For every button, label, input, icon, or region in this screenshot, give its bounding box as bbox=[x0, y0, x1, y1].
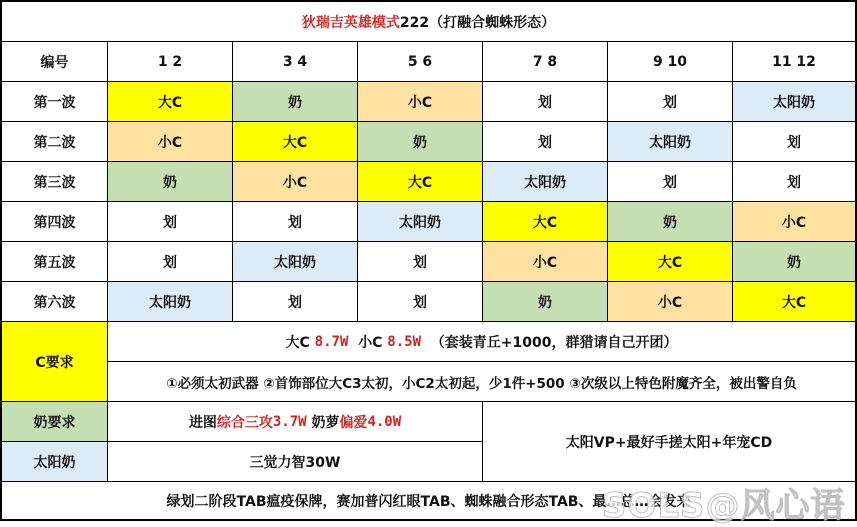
small-c-label: 小C bbox=[358, 334, 383, 351]
wave-label: 第四波 bbox=[2, 202, 108, 242]
wave-cell: 大C bbox=[483, 202, 608, 242]
wave-cell: 划 bbox=[483, 82, 608, 122]
c-requirements-note: （套装青丘+1000，群猎请自己开团） bbox=[430, 334, 678, 351]
wave-cell: 小C bbox=[483, 242, 608, 282]
nai-val1: 3.7W bbox=[272, 413, 307, 430]
wave-label: 第五波 bbox=[2, 242, 108, 282]
wave-label: 第三波 bbox=[2, 162, 108, 202]
wave-cell: 划 bbox=[733, 122, 855, 162]
c-requirements-label: C要求 bbox=[2, 322, 108, 402]
wave-cell: 划 bbox=[483, 122, 608, 162]
footer-note: 绿划二阶段TAB瘟疫保牌，赛加普闪红眼TAB、蜘蛛融合形态TAB、最…总…会发来 bbox=[166, 493, 691, 510]
nai-mid: 奶萝 bbox=[311, 414, 340, 431]
c-requirements-line2: ①必须太初武器 ②首饰部位大C3太初，小C2太初起，少1件+500 ③次级以上特色附魔齐全，被出警自负 bbox=[108, 362, 855, 402]
nai-val2: 4.0W bbox=[367, 413, 402, 430]
watermark: SOLS@风心语 bbox=[602, 486, 846, 526]
nai-prefix: 进图 bbox=[188, 414, 217, 431]
wave-cell: 太阳奶 bbox=[233, 242, 358, 282]
small-c-value: 8.5W bbox=[387, 333, 422, 350]
wave-cell: 大C bbox=[233, 122, 358, 162]
wave-cell: 奶 bbox=[358, 122, 483, 162]
wave-cell: 太阳奶 bbox=[733, 82, 855, 122]
right-note: 太阳VP+最好手搓太阳+年宠CD bbox=[483, 402, 855, 482]
wave-cell: 奶 bbox=[733, 242, 855, 282]
c-requirements-line1 bbox=[108, 322, 855, 362]
wave-cell: 划 bbox=[733, 162, 855, 202]
header-col-1: 1 2 bbox=[108, 42, 233, 82]
big-c-label: 大C bbox=[285, 334, 310, 351]
sun-nai-label: 太阳奶 bbox=[2, 442, 108, 482]
wave-cell: 太阳奶 bbox=[108, 282, 233, 322]
wave-cell: 划 bbox=[108, 242, 233, 282]
wave-cell: 小C bbox=[358, 82, 483, 122]
title-red-part: 狄瑞吉英雄模式 bbox=[301, 14, 400, 31]
wave-cell: 奶 bbox=[483, 282, 608, 322]
header-col-2: 3 4 bbox=[233, 42, 358, 82]
wave-cell: 小C bbox=[608, 282, 733, 322]
wave-cell: 大C bbox=[358, 162, 483, 202]
header-col-6: 11 12 bbox=[733, 42, 855, 82]
wave-cell: 划 bbox=[358, 242, 483, 282]
header-col-5: 9 10 bbox=[608, 42, 733, 82]
header-col-3: 5 6 bbox=[358, 42, 483, 82]
wave-cell: 太阳奶 bbox=[483, 162, 608, 202]
wave-cell: 大C bbox=[108, 82, 233, 122]
nai-val2-label: 偏爱 bbox=[339, 414, 368, 431]
title-black-part: 222（打融合蜘蛛形态） bbox=[399, 14, 556, 31]
wave-cell: 划 bbox=[358, 282, 483, 322]
wave-cell: 太阳奶 bbox=[608, 122, 733, 162]
sheet-title bbox=[2, 2, 855, 42]
sun-nai-text: 三觉力智30W bbox=[108, 442, 483, 482]
wave-cell: 划 bbox=[233, 202, 358, 242]
wave-cell: 大C bbox=[608, 242, 733, 282]
wave-cell: 大C bbox=[733, 282, 855, 322]
wave-cell: 划 bbox=[608, 162, 733, 202]
wave-cell: 小C bbox=[233, 162, 358, 202]
wave-cell: 奶 bbox=[233, 82, 358, 122]
big-c-value: 8.7W bbox=[314, 333, 349, 350]
wave-cell: 奶 bbox=[608, 202, 733, 242]
header-col-4: 7 8 bbox=[483, 42, 608, 82]
nai-val1-label: 综合三攻 bbox=[216, 414, 273, 431]
wave-cell: 小C bbox=[733, 202, 855, 242]
wave-cell: 划 bbox=[108, 202, 233, 242]
wave-cell: 划 bbox=[233, 282, 358, 322]
wave-label: 第一波 bbox=[2, 82, 108, 122]
nai-requirements-text bbox=[108, 402, 483, 442]
wave-cell: 奶 bbox=[108, 162, 233, 202]
wave-cell: 小C bbox=[108, 122, 233, 162]
wave-label: 第二波 bbox=[2, 122, 108, 162]
header-label: 编号 bbox=[2, 42, 108, 82]
wave-label: 第六波 bbox=[2, 282, 108, 322]
wave-cell: 划 bbox=[608, 82, 733, 122]
nai-requirements-label: 奶要求 bbox=[2, 402, 108, 442]
wave-cell: 太阳奶 bbox=[358, 202, 483, 242]
